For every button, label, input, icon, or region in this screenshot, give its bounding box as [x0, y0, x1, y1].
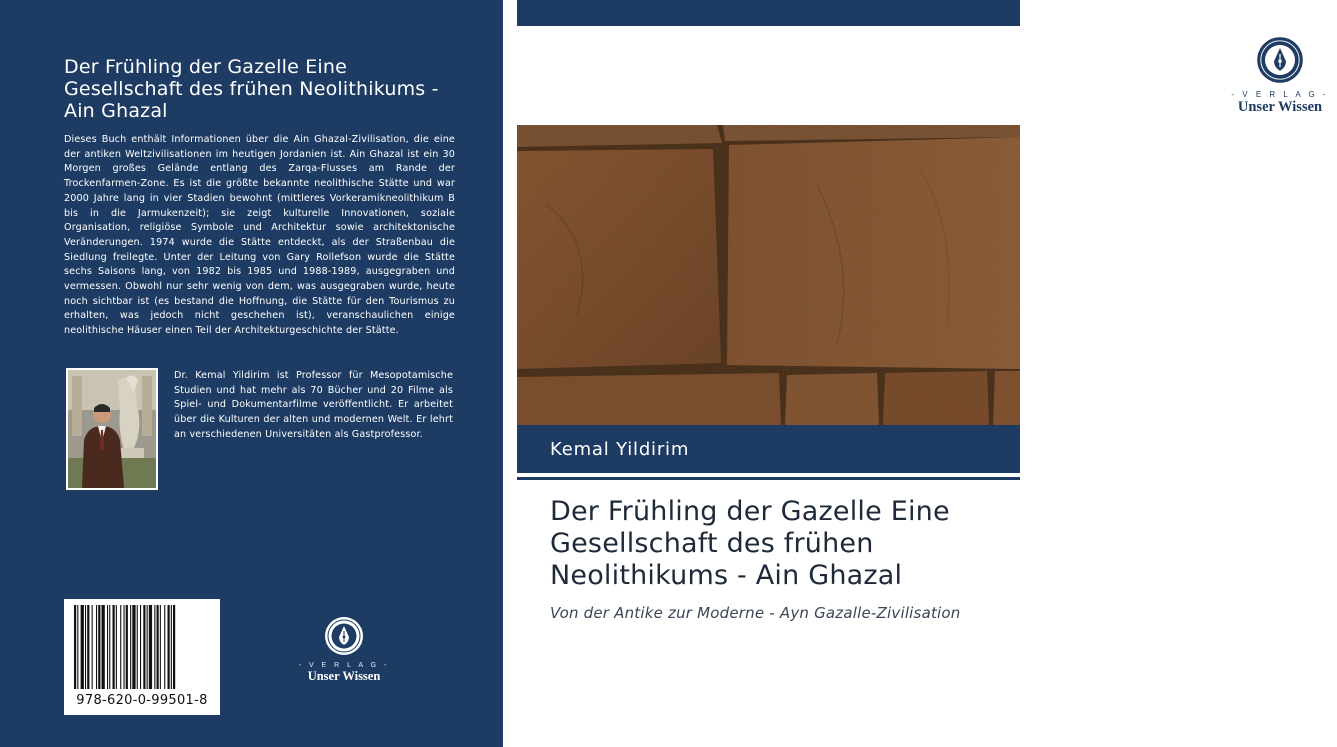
publisher-logo-back	[296, 616, 392, 684]
divider-rule	[517, 477, 1020, 480]
front-top-band	[517, 0, 1020, 26]
fountain-pen-nib-icon	[1256, 36, 1304, 84]
isbn-barcode	[64, 599, 220, 715]
back-cover-title: Der Frühling der Gazelle Eine Gesellschaft des frühen Neolithikums - Ain Ghazal	[64, 56, 439, 122]
author-band	[517, 425, 1020, 473]
front-cover-subtitle: Von der Antike zur Moderne - Ayn Gazalle-Zivilisation	[550, 604, 961, 622]
author-name: Kemal Yildirim	[550, 439, 690, 460]
front-cover	[517, 0, 1329, 747]
publisher-name: Unser Wissen	[307, 669, 381, 683]
back-cover	[0, 0, 503, 747]
front-cover-title: Der Frühling der Gazelle Eine Gesellschaft des frühen Neolithikums - Ain Ghazal	[550, 496, 950, 591]
barcode-bars	[72, 605, 212, 691]
cover-stone-wall-photo	[517, 125, 1020, 425]
publisher-verlag-label: - V E R L A G -	[298, 662, 390, 669]
spine	[503, 0, 517, 747]
book-description: Dieses Buch enthält Informationen über die Ain Ghazal-Zivilisation, die eine der antiken Weltzivilisationen im heutigen Jordanien ist. Ain Ghazal ist ein 30 Morgen großes Gelände entlang des Zarqa-Flusses am Rande der Trockenfarmen-Zone. Es ist die größte bekannte neolithische Stätte und war 2000 Jahre lang in vier Stadien bewohnt (mittleres Vorkeramikneolithikum B bis in die Jarmukenzeit); sie zeigt kulturelle Innovationen, soziale Organisation, religiöse Symbole und Architektur sowie architektonische Veränderungen. 1974 wurde die Stätte entdeckt, als der Straßenbau die Siedlung freilegte. Unter der Leitung von Gary Rollefson wurde die Stätte sechs Saisons lang, von 1982 bis 1985 und 1988-1989, ausgegraben und vermessen. Obwohl nur sehr wenig von dem, was ausgegraben wurde, heute noch sichtbar ist (es bestand die Hoffnung, die Stätte für den Tourismus zu erhalten, was jedoch nicht geschehen ist), veranschaulichen einige neolithische Häuser einen Teil der Architekturgeschichte der Stätte.	[64, 134, 455, 337]
publisher-verlag-label: - V E R L A G -	[1231, 90, 1329, 99]
fountain-pen-nib-icon	[324, 616, 364, 656]
publisher-logo-front	[1223, 36, 1337, 116]
author-photo	[66, 368, 158, 490]
isbn-number: 978-620-0-99501-8	[76, 693, 208, 708]
author-bio: Dr. Kemal Yildirim ist Professor für Mesopotamische Studien und hat mehr als 70 Bücher und 20 Filme als Spiel- und Dokumentarfilme veröffentlicht. Er arbeitet über die Kulturen der alten und modernen Welt. Er lehrt an verschiedenen Universitäten als Gastprofessor.	[174, 370, 453, 440]
publisher-name: Unser Wissen	[1237, 99, 1323, 115]
